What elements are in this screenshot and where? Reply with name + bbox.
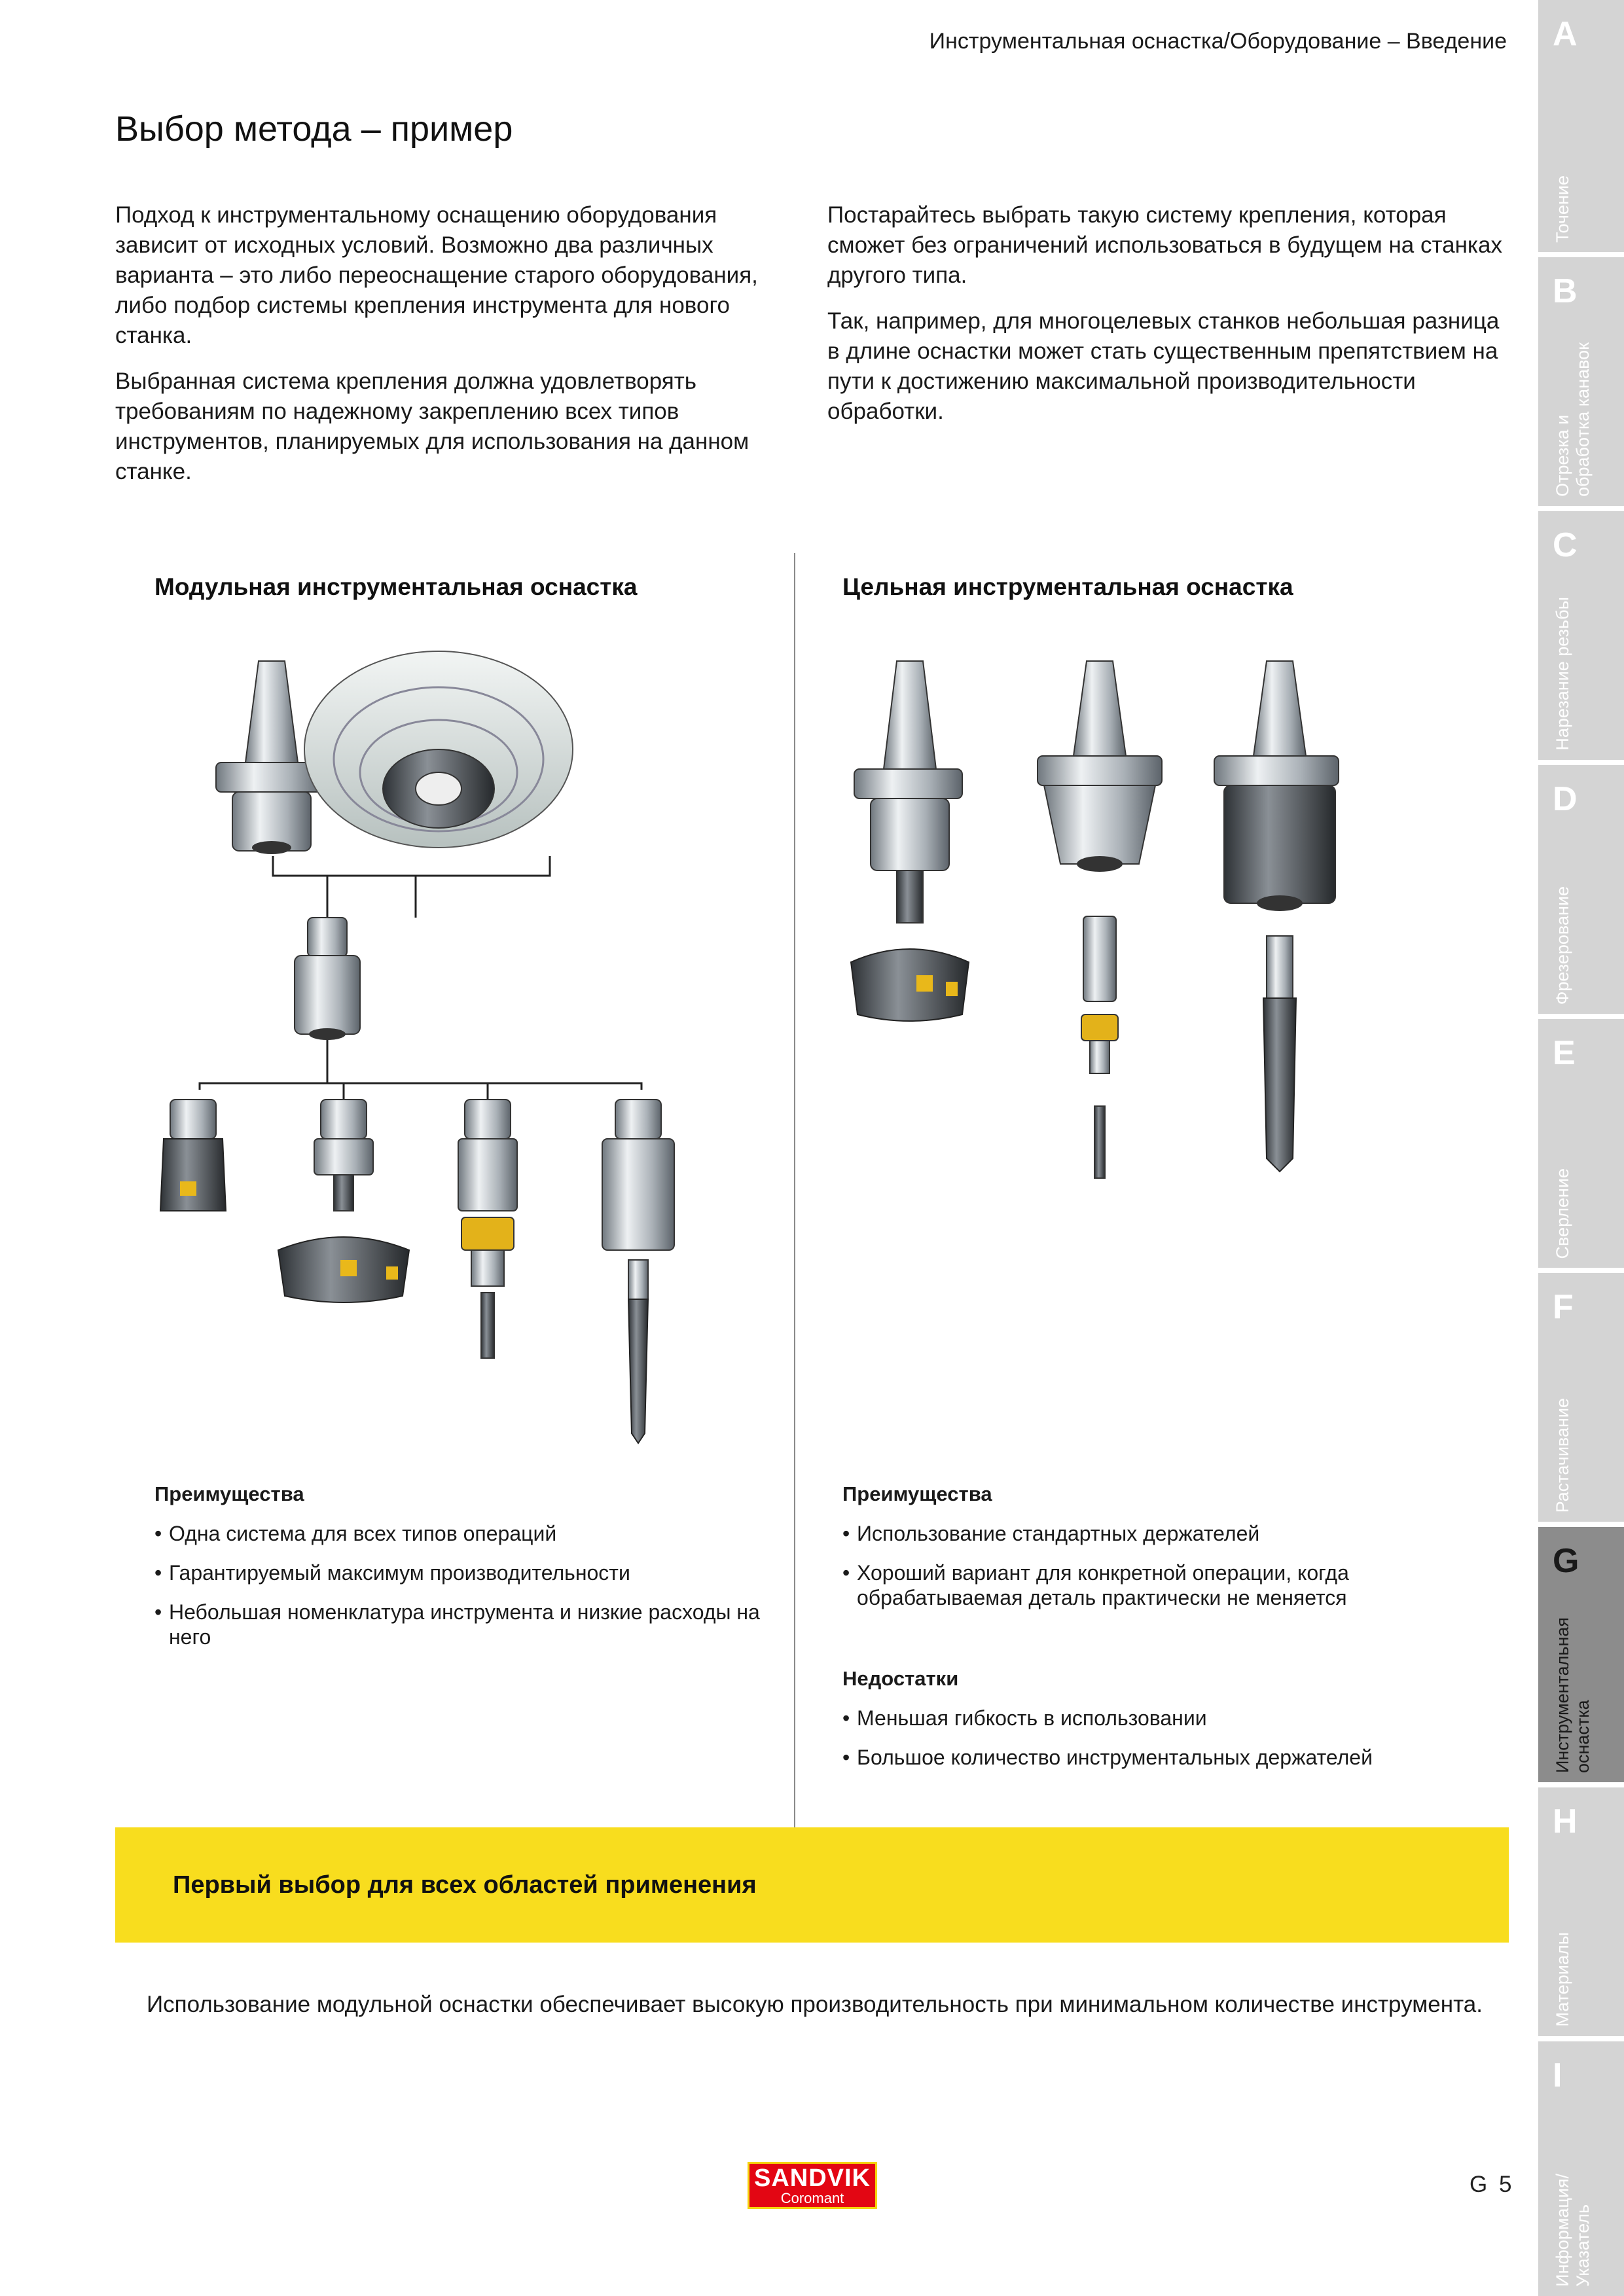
chapter-tab-d[interactable] bbox=[1538, 765, 1624, 1014]
list-item: • Использование стандартных держателей bbox=[842, 1521, 1432, 1546]
logo-wordmark: SANDVIK bbox=[753, 2164, 871, 2192]
modular-tooling-illustration bbox=[151, 648, 727, 1460]
tab-label: Растачивание bbox=[1553, 1397, 1572, 1513]
chapter-tab-g[interactable] bbox=[1538, 1527, 1624, 1782]
machine-spindle bbox=[304, 651, 573, 848]
intro-paragraph: Так, например, для многоцелевых станков небольшая разница в длине оснастки может стать существенным препятствием на пути к достижению максимальной производительности обработки. bbox=[827, 308, 1500, 424]
solid-advantages bbox=[842, 1482, 1432, 1624]
logo-subtitle: Coromant bbox=[780, 2190, 844, 2206]
tab-label: Фрезерование bbox=[1553, 886, 1572, 1005]
hierarchy-lines bbox=[200, 856, 641, 1100]
face-mill-tool bbox=[278, 1100, 409, 1302]
sandvik-coromant-logo bbox=[748, 2162, 877, 2209]
solid-face-mill-holder bbox=[851, 661, 969, 1021]
chapter-tab-i[interactable] bbox=[1538, 2041, 1624, 2296]
list-item: • Одна система для всех типов операций bbox=[154, 1521, 776, 1546]
chapter-tab-c[interactable] bbox=[1538, 511, 1624, 760]
solid-drill-holder bbox=[1214, 661, 1339, 1172]
page-number: G 5 bbox=[1470, 2172, 1515, 2197]
drill-tool bbox=[602, 1100, 674, 1443]
column-divider bbox=[794, 553, 795, 1943]
page-title: Выбор метода – пример bbox=[115, 109, 513, 149]
intro-left-column bbox=[115, 200, 803, 503]
tab-letter: G bbox=[1553, 1542, 1579, 1580]
conclusion-text: Использование модульной оснастки обеспечивает высокую производительность при минимальном количестве инструмента. bbox=[147, 1992, 1483, 2017]
modular-advantages bbox=[154, 1482, 776, 1664]
advantages-heading: Преимущества bbox=[154, 1482, 304, 1505]
tab-label: Материалы bbox=[1553, 1932, 1572, 2027]
intro-paragraph: Постарайтесь выбрать такую систему крепления, которая сможет без ограничений использоваться в будущем на станках другого типа. bbox=[827, 202, 1502, 288]
tab-label: Сверление bbox=[1553, 1168, 1572, 1259]
breadcrumb: Инструментальная оснастка/Оборудование – Введение bbox=[929, 29, 1507, 54]
chapter-tab-a[interactable] bbox=[1538, 0, 1624, 252]
adapter bbox=[295, 918, 360, 1040]
tab-letter: F bbox=[1553, 1288, 1574, 1326]
chapter-tab-f[interactable] bbox=[1538, 1273, 1624, 1522]
tab-letter: A bbox=[1553, 15, 1578, 53]
disadvantages-heading: Недостатки bbox=[842, 1667, 959, 1690]
solid-heading: Цельная инструментальная оснастка bbox=[842, 573, 1293, 600]
list-item: • Большое количество инструментальных держателей bbox=[842, 1745, 1432, 1770]
tab-letter: C bbox=[1553, 526, 1578, 564]
solid-tap-holder bbox=[1038, 661, 1162, 1178]
tab-label: Информация/ Указатель bbox=[1553, 2174, 1593, 2287]
list-item: • Небольшая номенклатура инструмента и низкие расходы на него bbox=[154, 1600, 776, 1649]
tab-letter: D bbox=[1553, 780, 1578, 818]
solid-disadvantages bbox=[842, 1666, 1432, 1784]
collet-tap-tool bbox=[458, 1100, 517, 1358]
modular-heading: Модульная инструментальная оснастка bbox=[154, 573, 638, 600]
tab-label: Нарезание резьбы bbox=[1553, 597, 1572, 751]
milling-head-tool bbox=[160, 1100, 226, 1211]
intro-paragraph: Подход к инструментальному оснащению оборудования зависит от исходных условий. Возможно два различных варианта – это либо переоснащение старого оборудования, либо подбор системы крепления инструмента для нового станка. bbox=[115, 202, 758, 348]
tab-label: Точение bbox=[1553, 175, 1572, 243]
solid-tooling-illustration bbox=[838, 648, 1427, 1198]
chapter-tab-h[interactable] bbox=[1538, 1787, 1624, 2036]
tab-label: Инструментальная оснастка bbox=[1553, 1617, 1593, 1773]
recommendation-text: Первый выбор для всех областей применения bbox=[173, 1871, 757, 1899]
list-item: • Гарантируемый максимум производительности bbox=[154, 1560, 776, 1585]
tab-letter: E bbox=[1553, 1034, 1576, 1072]
intro-paragraph: Выбранная система крепления должна удовлетворять требованиям по надежному закреплению всех типов инструментов, планируемых для использования на данном станке. bbox=[115, 368, 749, 484]
tab-label: Отрезка и обработка канавок bbox=[1553, 342, 1593, 497]
list-item: • Меньшая гибкость в использовании bbox=[842, 1706, 1432, 1731]
intro-right-column bbox=[827, 200, 1515, 442]
chapter-tabs bbox=[1538, 0, 1624, 2296]
chapter-tab-e[interactable] bbox=[1538, 1019, 1624, 1268]
advantages-heading: Преимущества bbox=[842, 1482, 992, 1505]
tab-letter: H bbox=[1553, 1803, 1578, 1840]
chapter-tab-b[interactable] bbox=[1538, 257, 1624, 506]
tab-letter: I bbox=[1553, 2056, 1562, 2094]
tab-letter: B bbox=[1553, 272, 1578, 310]
list-item: • Хороший вариант для конкретной операции, когда обрабатываемая деталь практически не меняется bbox=[842, 1560, 1432, 1610]
